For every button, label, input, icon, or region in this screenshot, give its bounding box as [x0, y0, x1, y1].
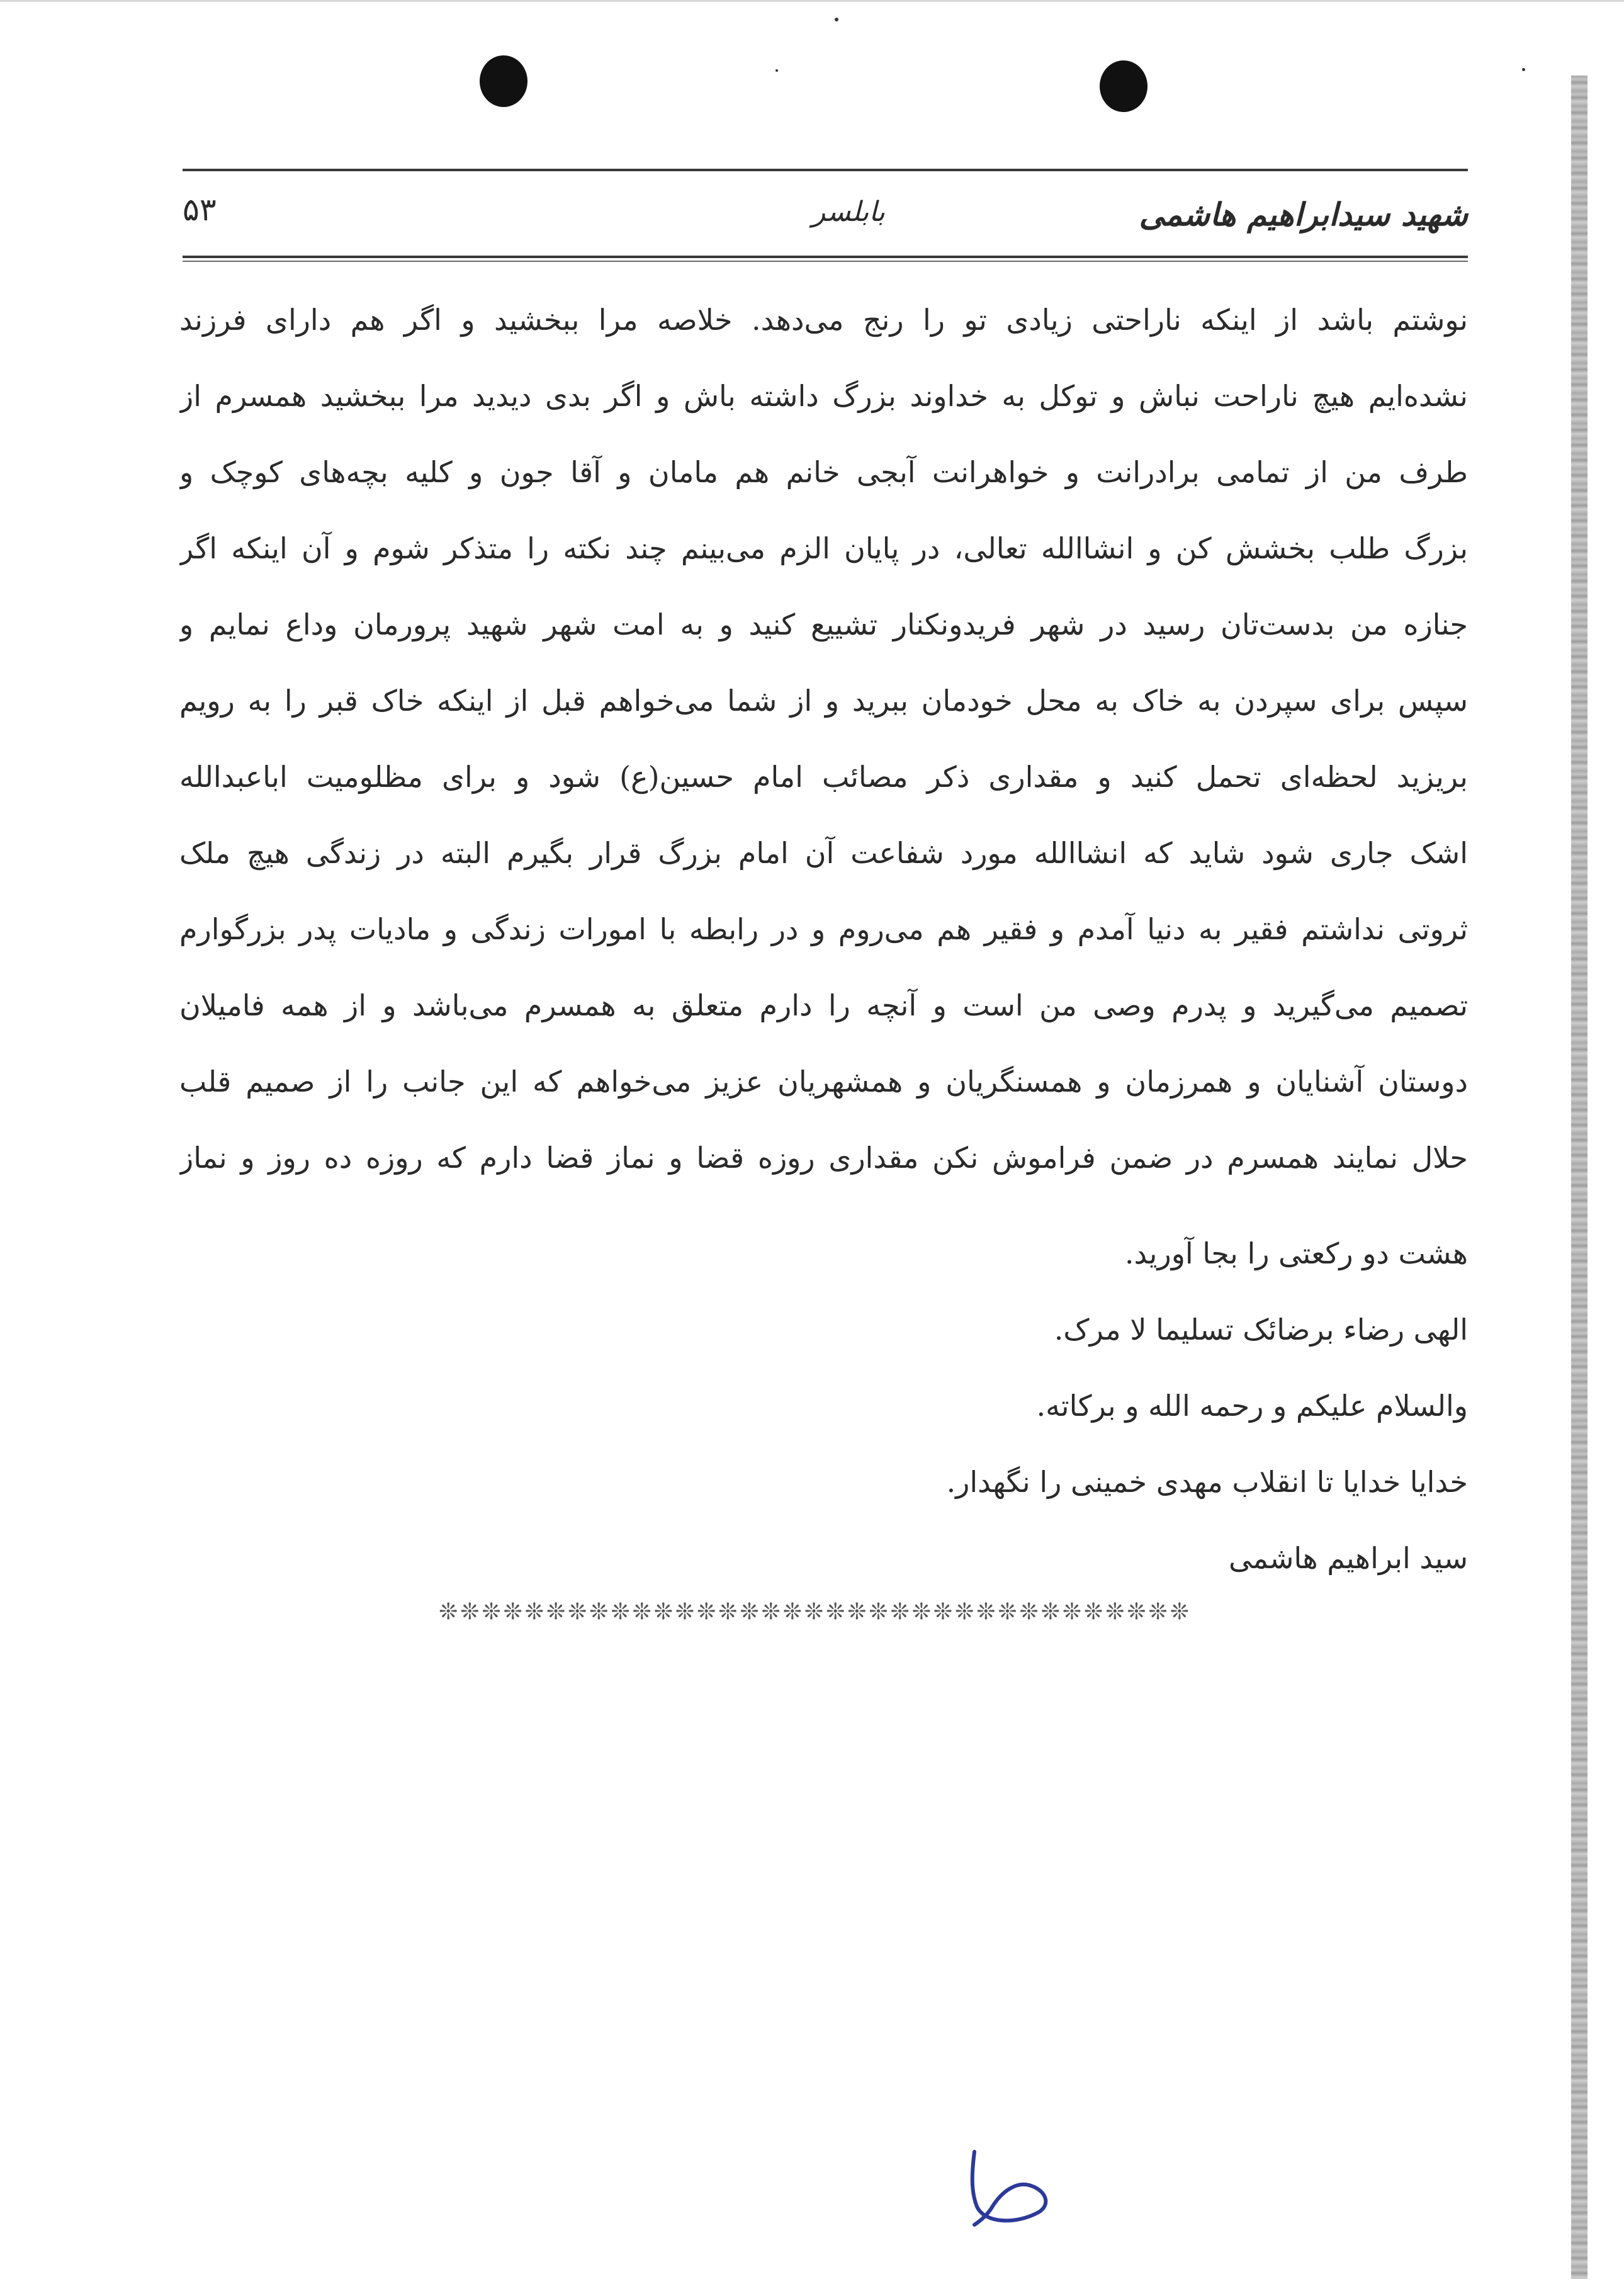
body-line: تصمیم می‌گیرید و پدرم وصی من است و آنچه را دارم متعلق به همسرم می‌باشد و از همه فامیلان: [179, 988, 1468, 1022]
letter-closing: [179, 1216, 1468, 1597]
closing-salutation: والسلام علیکم و رحمه الله و برکاته.: [1036, 1389, 1468, 1423]
body-line: بزرگ طلب بخشش کن و انشاالله تعالی، در پایان الزم می‌بینم چند نکته را متذکر شوم و آن اینکه اگر: [179, 531, 1468, 565]
punch-hole-right: [1100, 60, 1148, 112]
ornament-divider: ❊❊❊❊❊❊❊❊❊❊❊❊❊❊❊❊❊❊❊❊❊❊❊❊❊❊❊❊❊❊❊❊❊❊❊: [439, 1599, 1192, 1625]
header-rule-bottom-thin: [183, 261, 1468, 262]
body-line: سپس برای سپردن به خاک به محل خودمان ببرید و از شما می‌خواهم قبل از اینکه خاک قبر را به رویم: [179, 684, 1468, 718]
body-line: نوشتم باشد از اینکه ناراحتی زیادی تو را رنج می‌دهد. خلاصه مرا ببخشید و اگر هم دارای فرزند: [179, 303, 1468, 337]
closing-line: هشت دو رکعتی را بجا آورید.: [1124, 1236, 1468, 1270]
punch-hole-left: [480, 55, 527, 107]
handwritten-numeral-mark: [963, 2147, 1057, 2229]
body-line: نشده‌ایم هیچ ناراحت نباش و توکل به خداوند بزرگ داشته باش و اگر بدی دیدید مرا ببخشید همسرم از: [179, 379, 1468, 413]
body-line: طرف من از تمامی برادرانت و خواهرانت آبجی خانم هم مامان و آقا جون و کلیه بچه‌های کوچک و: [179, 455, 1468, 489]
binder-edge-strip: [1571, 76, 1587, 2279]
body-line: ثروتی نداشتم فقیر به دنیا آمدم و فقیر هم می‌روم و در رابطه با امورات زندگی و مادیات پدر بزرگوارم: [179, 912, 1468, 946]
closing-prayer: الهی رضاء برضائک تسلیما لا مرک.: [1054, 1313, 1468, 1347]
closing-prayer-leader: خدایا خدایا تا انقلاب مهدی خمینی را نگهدار.: [946, 1465, 1468, 1499]
body-line: حلال نمایند همسرم در ضمن فراموش نکن مقداری روزه قضا و نماز قضا دارم که روزه ده روز و نماز: [179, 1141, 1468, 1175]
running-header: [183, 184, 1468, 247]
body-line: دوستان آشنایان و همرزمان و همسنگریان و همشهریان عزیز می‌خواهم که این جانب را از صمیم قلب: [179, 1065, 1468, 1099]
header-city: بابلسر: [812, 196, 885, 228]
scan-speck: [1522, 68, 1525, 71]
scan-top-edge: [0, 0, 1624, 2]
signature-name: سید ابراهیم هاشمی: [1228, 1541, 1468, 1575]
scan-speck: [775, 69, 778, 72]
letter-body: [179, 282, 1468, 1196]
body-line: اشک جاری شود شاید که انشاالله مورد شفاعت آن امام بزرگ قرار بگیرم البته در زندگی هیچ ملک: [179, 836, 1468, 870]
header-rule-top: [183, 169, 1468, 171]
header-rule-bottom: [183, 256, 1468, 258]
body-line: جنازه من بدست‌تان رسید در شهر فریدونکنار تشییع کنید و به امت شهر شهید پرورمان وداع نمایم و: [179, 608, 1468, 641]
scan-speck: [835, 18, 838, 21]
page-number: ۵۳: [183, 191, 217, 228]
header-title: شهید سیدابراهیم هاشمی: [1139, 196, 1468, 233]
body-line: بریزید لحظه‌ای تحمل کنید و مقداری ذکر مصائب امام حسین(ع) شود و برای مظلومیت اباعبدالله: [179, 760, 1468, 794]
